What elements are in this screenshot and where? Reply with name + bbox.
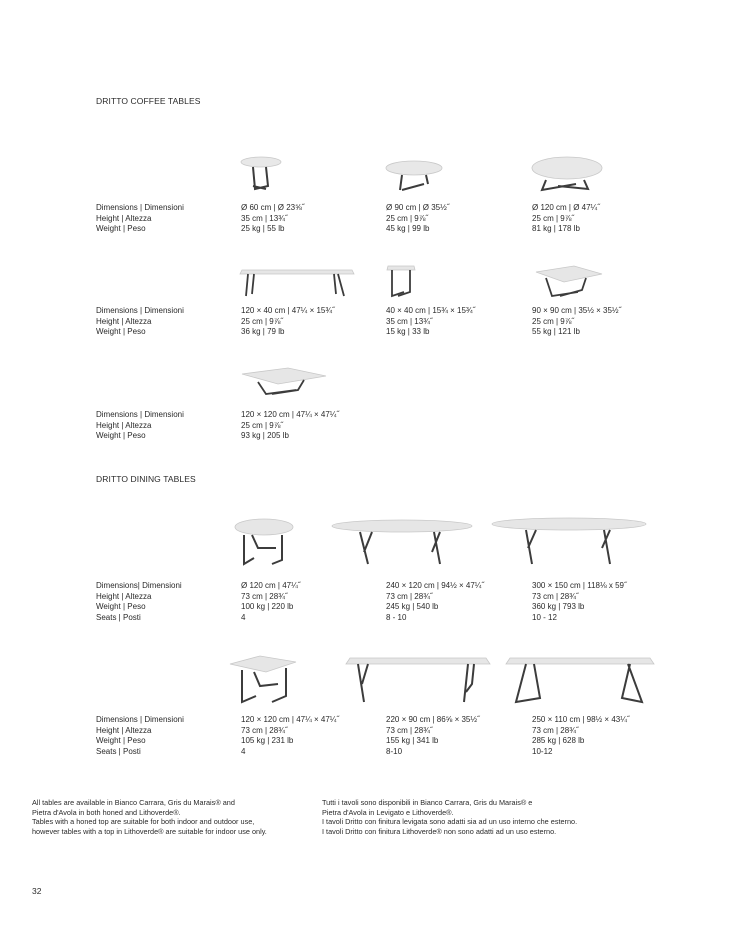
spec-weight: 105 kg | 231 lb [241, 736, 294, 745]
spec-weight: 15 kg | 33 lb [386, 327, 430, 336]
label-dimensions: Dimensions | Dimensioni [96, 715, 184, 724]
spec-dimensions: 90 × 90 cm | 35½ × 35½˝ [532, 306, 622, 315]
spec-dimensions: 120 × 120 cm | 47¼ × 47¼˝ [241, 410, 340, 419]
spec-seats: 4 [241, 612, 246, 622]
label-height: Height | Altezza [96, 316, 152, 326]
label-height: Height | Altezza [96, 725, 152, 735]
label-dimensions: Dimensions | Dimensioni [96, 410, 184, 419]
footer-line: Tables with a honed top are suitable for both indoor and outdoor use, [32, 817, 255, 827]
dining-table-rect-220-image [344, 654, 492, 706]
spec-weight: 25 kg | 55 lb [241, 224, 285, 233]
spec-height: 25 cm | 9⅞˝ [532, 316, 575, 326]
spec-height: 73 cm | 28¾˝ [241, 725, 288, 735]
spec-dimensions: 250 × 110 cm | 98½ × 43¼˝ [532, 715, 630, 724]
dining-spec-1 [241, 581, 300, 623]
dining-row2-labels [96, 715, 184, 757]
dining-table-square-120-image [228, 654, 298, 706]
spec-height: 73 cm | 28¾˝ [241, 591, 288, 601]
spec-seats: 10-12 [532, 746, 553, 756]
footer-line: however tables with a top in Lithoverde® are suitable for indoor use only. [32, 826, 267, 836]
spec-weight: 155 kg | 341 lb [386, 736, 439, 745]
label-weight: Weight | Peso [96, 736, 146, 745]
footer-note-english [32, 798, 267, 836]
spec-dimensions: 120 × 120 cm | 47¼ × 47¼˝ [241, 715, 340, 724]
label-height: Height | Altezza [96, 591, 152, 601]
spec-seats: 8 - 10 [386, 612, 407, 622]
dining-table-rect-250-image [504, 654, 656, 706]
spec-height: 73 cm | 28¾˝ [386, 591, 433, 601]
dining-table-oval-300-image [490, 516, 648, 568]
coffee-spec-6 [532, 306, 621, 338]
label-height: Height | Altezza [96, 213, 152, 223]
coffee-spec-4 [241, 306, 335, 338]
coffee-section-title: DRITTO COFFEE TABLES [96, 96, 201, 106]
spec-height: 73 cm | 28¾˝ [386, 725, 433, 735]
spec-dimensions: Ø 120 cm | Ø 47¼˝ [532, 203, 600, 212]
label-height: Height | Altezza [96, 420, 152, 430]
label-dimensions: Dimensions| Dimensioni [96, 581, 182, 590]
dining-table-round-120-image [232, 518, 296, 568]
label-seats: Seats | Posti [96, 746, 141, 756]
spec-dimensions: Ø 90 cm | Ø 35½˝ [386, 203, 450, 212]
spec-height: 73 cm | 28¾˝ [532, 591, 579, 601]
coffee-spec-3 [532, 203, 600, 235]
coffee-table-round-60-image [238, 156, 284, 194]
coffee-row2-labels [96, 306, 184, 338]
coffee-row3-labels [96, 410, 184, 442]
spec-seats: 8-10 [386, 746, 403, 756]
spec-weight: 93 kg | 205 lb [241, 431, 289, 440]
footer-line: I tavoli Dritto con finitura Lithoverde® non sono adatti ad un uso esterno. [322, 826, 557, 836]
coffee-table-square-90-image [530, 262, 606, 300]
dining-table-oval-240-image [330, 518, 474, 568]
spec-height: 35 cm | 13¾˝ [241, 213, 288, 223]
dining-row1-labels [96, 581, 182, 623]
label-weight: Weight | Peso [96, 602, 146, 611]
footer-note-italian [322, 798, 577, 836]
footer-line: Tutti i tavoli sono disponibili in Bianco Carrara, Gris du Marais® e [322, 798, 533, 807]
dining-spec-6 [532, 715, 630, 757]
coffee-table-square-120-image [238, 366, 328, 396]
footer-line: Pietra d'Avola in both honed and Lithoverde®. [32, 807, 181, 817]
dining-spec-3 [532, 581, 627, 623]
coffee-spec-2 [386, 203, 449, 235]
coffee-spec-1 [241, 203, 304, 235]
spec-weight: 36 kg | 79 lb [241, 327, 285, 336]
spec-height: 25 cm | 9⅞˝ [241, 420, 284, 430]
spec-height: 25 cm | 9⅞˝ [386, 213, 429, 223]
label-weight: Weight | Peso [96, 327, 146, 336]
spec-seats: 10 - 12 [532, 612, 557, 622]
spec-height: 25 cm | 9⅞˝ [532, 213, 575, 223]
coffee-row1-labels [96, 203, 184, 235]
spec-height: 73 cm | 28¾˝ [532, 725, 579, 735]
footer-line: I tavoli Dritto con finitura levigata sono adatti sia ad un uso interno che esterno. [322, 817, 578, 827]
label-dimensions: Dimensions | Dimensioni [96, 203, 184, 212]
coffee-spec-7 [241, 410, 339, 442]
coffee-table-square-40-image [384, 262, 418, 300]
spec-height: 35 cm | 13¾˝ [386, 316, 433, 326]
page-number: 32 [32, 886, 42, 896]
spec-dimensions: 300 × 150 cm | 118⅛ x 59˝ [532, 581, 627, 590]
label-weight: Weight | Peso [96, 431, 146, 440]
spec-dimensions: 220 × 90 cm | 86⅝ × 35½˝ [386, 715, 480, 724]
spec-weight: 45 kg | 99 lb [386, 224, 430, 233]
spec-weight: 285 kg | 628 lb [532, 736, 585, 745]
label-weight: Weight | Peso [96, 224, 146, 233]
footer-line: Pietra d'Avola in Levigato e Lithoverde®. [322, 807, 454, 817]
coffee-table-round-90-image [384, 160, 444, 194]
coffee-spec-5 [386, 306, 475, 338]
label-dimensions: Dimensions | Dimensioni [96, 306, 184, 315]
label-seats: Seats | Posti [96, 612, 141, 622]
footer-line: All tables are available in Bianco Carrara, Gris du Marais® and [32, 798, 235, 807]
dining-spec-2 [386, 581, 484, 623]
spec-seats: 4 [241, 746, 246, 756]
spec-weight: 245 kg | 540 lb [386, 602, 439, 611]
dining-section-title: DRITTO DINING TABLES [96, 474, 196, 484]
spec-dimensions: 120 × 40 cm | 47¼ × 15¾˝ [241, 306, 335, 315]
spec-weight: 100 kg | 220 lb [241, 602, 294, 611]
coffee-table-round-120-image [530, 156, 604, 194]
spec-dimensions: Ø 120 cm | 47¼˝ [241, 581, 301, 590]
spec-weight: 55 kg | 121 lb [532, 327, 580, 336]
dining-spec-4 [241, 715, 339, 757]
spec-dimensions: Ø 60 cm | Ø 23⅝˝ [241, 203, 305, 212]
coffee-table-rect-120x40-image [238, 264, 356, 300]
spec-dimensions: 40 × 40 cm | 15¾ × 15¾˝ [386, 306, 476, 315]
dining-spec-5 [386, 715, 480, 757]
spec-height: 25 cm | 9⅞˝ [241, 316, 284, 326]
spec-dimensions: 240 × 120 cm | 94½ × 47¼˝ [386, 581, 485, 590]
spec-weight: 81 kg | 178 lb [532, 224, 580, 233]
spec-weight: 360 kg | 793 lb [532, 602, 585, 611]
